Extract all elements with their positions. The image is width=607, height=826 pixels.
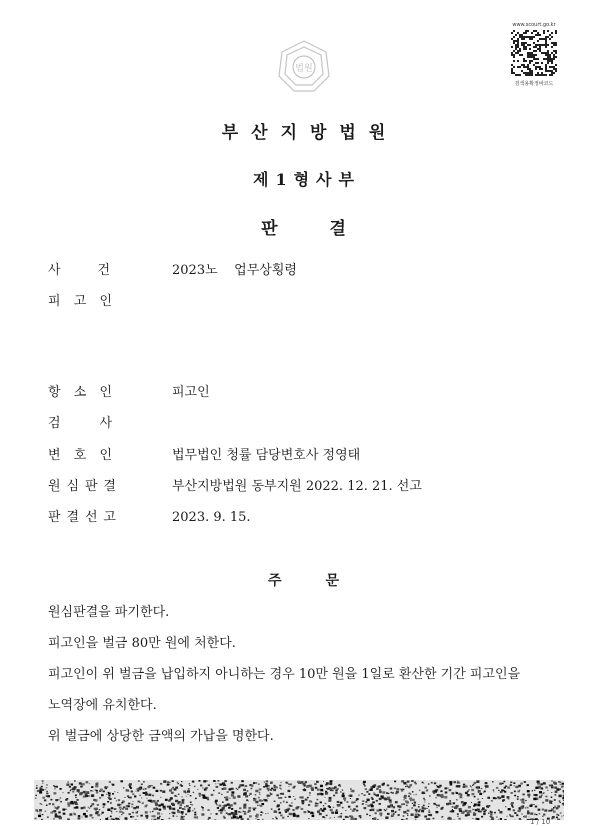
court-seal-icon — [276, 38, 332, 94]
order-heading — [0, 570, 607, 590]
counsel-value: 법무법인 청률 담당변호사 정영태 — [172, 448, 361, 463]
appellant-label: 항 소 인 — [48, 385, 112, 400]
page-number: 1 / 10 — [530, 818, 551, 826]
defendant-label: 피 고 인 — [48, 294, 112, 309]
security-pattern-bar — [34, 780, 564, 820]
sentencing-date-value: 2023. 9. 15. — [172, 510, 251, 525]
document-title — [0, 214, 607, 239]
sentencing-date-label: 판 결 선 고 — [48, 510, 116, 525]
court-name: 부산지방법원 — [221, 123, 399, 143]
qr-caption: 검색용확정바코드 — [514, 81, 554, 87]
case-value: 2023노 업무상횡령 — [172, 263, 297, 278]
order-heading-right: 문 — [325, 573, 340, 589]
counsel-label: 변 호 인 — [48, 448, 112, 463]
order-line: 피고인이 위 벌금을 납입하지 아니하는 경우 10만 원을 1일로 환산한 기간 피고인을 — [48, 667, 521, 682]
title-left: 판 — [261, 219, 278, 239]
qr-url: www.scourt.go.kr — [512, 22, 556, 28]
order-line: 피고인을 벌금 80만 원에 처한다. — [48, 636, 236, 651]
qr-code-icon[interactable] — [511, 30, 557, 76]
division-name: 제1형사부 — [253, 170, 361, 189]
prosecutor-label: 검 사 — [48, 416, 112, 431]
seal-text: 법원 — [295, 64, 313, 74]
case-label: 사 건 — [48, 263, 110, 278]
appellant-value: 피고인 — [172, 385, 210, 400]
verification-qr-block — [510, 22, 558, 94]
order-line: 위 벌금에 상당한 금액의 가납을 명한다. — [48, 729, 274, 744]
order-heading-left: 주 — [267, 573, 282, 589]
order-line: 노역장에 유치한다. — [48, 698, 157, 713]
original-judgment-label: 원 심 판 결 — [48, 479, 116, 494]
original-judgment-value: 부산지방법원 동부지원 2022. 12. 21. 선고 — [172, 479, 422, 494]
title-right: 결 — [329, 219, 346, 239]
order-line: 원심판결을 파기한다. — [48, 605, 170, 620]
